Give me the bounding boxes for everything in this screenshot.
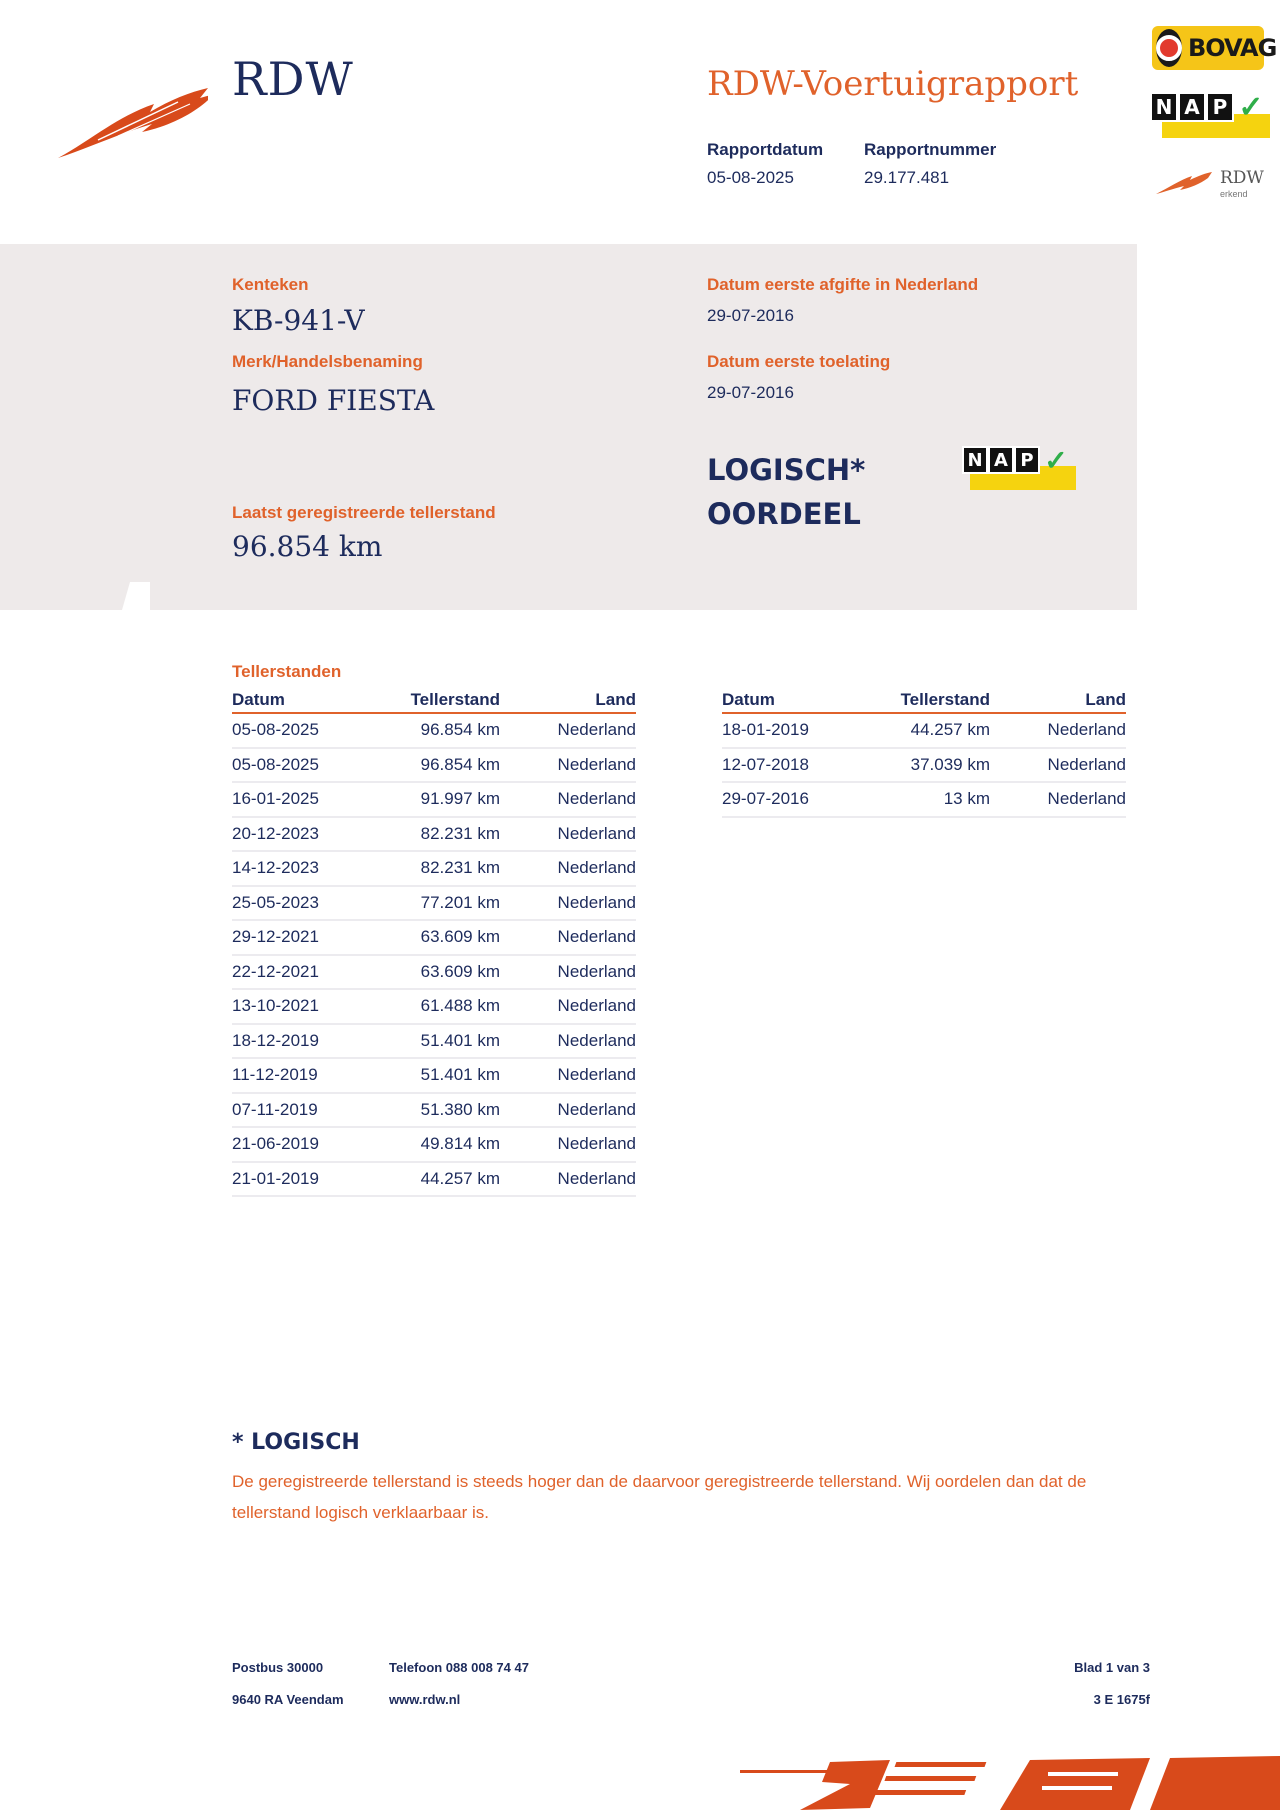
row-tellerstand: 96.854 km xyxy=(420,754,500,774)
decorative-stripes xyxy=(730,1752,1280,1810)
toelating-value: 29-07-2016 xyxy=(707,383,794,402)
rapportnummer-label: Rapportnummer xyxy=(864,140,997,159)
row-land: Nederland xyxy=(1047,789,1126,809)
row-datum: 29-07-2016 xyxy=(722,789,809,809)
rapportdatum-label: Rapportdatum xyxy=(707,140,824,159)
footnote-text: De geregistreerde tellerstand is steeds hoger dan de daarvoor geregistreerde tellerstand. Wij oordelen dan dat de tellerstand logisch verklaarbaar is. xyxy=(232,1472,1087,1522)
oordeel-line2: OORDEEL xyxy=(707,497,861,531)
row-tellerstand: 82.231 km xyxy=(420,858,500,878)
table-header: Datum Tellerstand Land xyxy=(722,686,1126,714)
footer-telefoon: Telefoon 088 008 74 47 xyxy=(389,1660,529,1675)
table-row xyxy=(232,887,636,922)
row-datum: 29-12-2021 xyxy=(232,927,319,947)
row-land: Nederland xyxy=(557,892,636,912)
oordeel-line1: LOGISCH* xyxy=(707,453,866,487)
row-datum: 18-12-2019 xyxy=(232,1030,319,1050)
tellerstanden-table-left xyxy=(232,686,636,1197)
table-row xyxy=(232,1094,636,1129)
row-tellerstand: 91.997 km xyxy=(420,789,500,809)
row-datum: 12-07-2018 xyxy=(722,754,809,774)
row-land: Nederland xyxy=(557,1168,636,1188)
row-tellerstand: 51.401 km xyxy=(420,1030,500,1050)
footer-website[interactable]: www.rdw.nl xyxy=(389,1692,461,1707)
row-tellerstand: 13 km xyxy=(943,789,990,809)
row-datum: 05-08-2025 xyxy=(232,720,319,740)
row-tellerstand: 63.609 km xyxy=(420,927,500,947)
table-row xyxy=(232,818,636,853)
toelating-label: Datum eerste toelating xyxy=(707,352,891,371)
row-tellerstand: 51.401 km xyxy=(420,1065,500,1085)
nap-badge-header: N A P ✓ xyxy=(1150,92,1270,138)
rdw-erkend-sub: erkend xyxy=(1220,189,1248,199)
afgifte-value: 29-07-2016 xyxy=(707,306,794,325)
footer-address: 9640 RA Veendam xyxy=(232,1692,344,1707)
row-datum: 07-11-2019 xyxy=(232,1099,318,1119)
table-header: Datum Tellerstand Land xyxy=(232,686,636,714)
row-tellerstand: 61.488 km xyxy=(420,996,500,1016)
footer-code: 3 E 1675f xyxy=(1093,1692,1150,1707)
rapportdatum-value: 05-08-2025 xyxy=(707,168,794,187)
row-datum: 21-06-2019 xyxy=(232,1134,319,1154)
table-row xyxy=(722,714,1126,749)
footer-postbus: Postbus 30000 xyxy=(232,1660,324,1675)
vehicle-summary-panel xyxy=(0,244,1137,610)
table-row xyxy=(722,783,1126,818)
rdw-erkend-label: RDW xyxy=(1220,168,1264,188)
table-row xyxy=(232,852,636,887)
row-tellerstand: 96.854 km xyxy=(420,720,500,740)
table-row xyxy=(232,956,636,991)
row-datum: 05-08-2025 xyxy=(232,754,319,774)
rdw-feather-logo xyxy=(58,82,208,162)
bovag-logo-icon xyxy=(1156,29,1182,67)
tellerstand-label: Laatst geregistreerde tellerstand xyxy=(232,503,496,522)
table-row xyxy=(232,990,636,1025)
table-row xyxy=(232,1059,636,1094)
kenteken-value: KB-941-V xyxy=(232,304,365,337)
report-title: RDW-Voertuigrapport xyxy=(707,64,1079,104)
table-row xyxy=(232,749,636,784)
bovag-badge xyxy=(1152,26,1277,70)
afgifte-label: Datum eerste afgifte in Nederland xyxy=(707,275,979,294)
row-tellerstand: 63.609 km xyxy=(420,961,500,981)
table-row xyxy=(232,783,636,818)
row-tellerstand: 44.257 km xyxy=(420,1168,500,1188)
row-land: Nederland xyxy=(1047,720,1126,740)
table-row xyxy=(722,749,1126,784)
table-row xyxy=(232,921,636,956)
table-row xyxy=(232,1025,636,1060)
row-land: Nederland xyxy=(557,1065,636,1085)
row-land: Nederland xyxy=(557,1134,636,1154)
row-land: Nederland xyxy=(1047,754,1126,774)
row-datum: 18-01-2019 xyxy=(722,720,809,740)
row-land: Nederland xyxy=(557,1030,636,1050)
row-tellerstand: 77.201 km xyxy=(420,892,500,912)
row-tellerstand: 44.257 km xyxy=(910,720,990,740)
check-icon: ✓ xyxy=(1044,444,1068,476)
row-land: Nederland xyxy=(557,823,636,843)
footnote-title: * LOGISCH xyxy=(232,1430,360,1455)
nap-badge-panel: N A P ✓ xyxy=(962,446,1076,490)
table-row xyxy=(232,1163,636,1198)
row-tellerstand: 37.039 km xyxy=(910,754,990,774)
row-land: Nederland xyxy=(557,789,636,809)
row-tellerstand: 49.814 km xyxy=(420,1134,500,1154)
brand-name: RDW xyxy=(232,52,354,106)
row-datum: 11-12-2019 xyxy=(232,1065,318,1085)
table-row xyxy=(232,1128,636,1163)
tellerstanden-title: Tellerstanden xyxy=(232,662,342,681)
bovag-label: BOVAG xyxy=(1188,34,1277,62)
row-land: Nederland xyxy=(557,858,636,878)
row-land: Nederland xyxy=(557,720,636,740)
merk-label: Merk/Handelsbenaming xyxy=(232,352,423,371)
row-land: Nederland xyxy=(557,1099,636,1119)
row-land: Nederland xyxy=(557,961,636,981)
row-datum: 20-12-2023 xyxy=(232,823,319,843)
row-datum: 14-12-2023 xyxy=(232,858,319,878)
row-land: Nederland xyxy=(557,996,636,1016)
row-datum: 16-01-2025 xyxy=(232,789,319,809)
row-datum: 21-01-2019 xyxy=(232,1168,319,1188)
row-land: Nederland xyxy=(557,754,636,774)
kenteken-label: Kenteken xyxy=(232,275,309,294)
check-icon: ✓ xyxy=(1238,90,1264,124)
tellerstanden-table-right xyxy=(722,686,1126,818)
row-datum: 22-12-2021 xyxy=(232,961,319,981)
row-datum: 13-10-2021 xyxy=(232,996,319,1016)
tellerstand-value: 96.854 km xyxy=(232,530,383,563)
rapportnummer-value: 29.177.481 xyxy=(864,168,950,187)
row-land: Nederland xyxy=(557,927,636,947)
rdw-erkend-logo-icon xyxy=(1156,170,1212,196)
row-datum: 25-05-2023 xyxy=(232,892,319,912)
merk-value: FORD FIESTA xyxy=(232,384,435,417)
footer-page: Blad 1 van 3 xyxy=(1074,1660,1150,1675)
table-row xyxy=(232,714,636,749)
row-tellerstand: 51.380 km xyxy=(420,1099,500,1119)
row-tellerstand: 82.231 km xyxy=(420,823,500,843)
